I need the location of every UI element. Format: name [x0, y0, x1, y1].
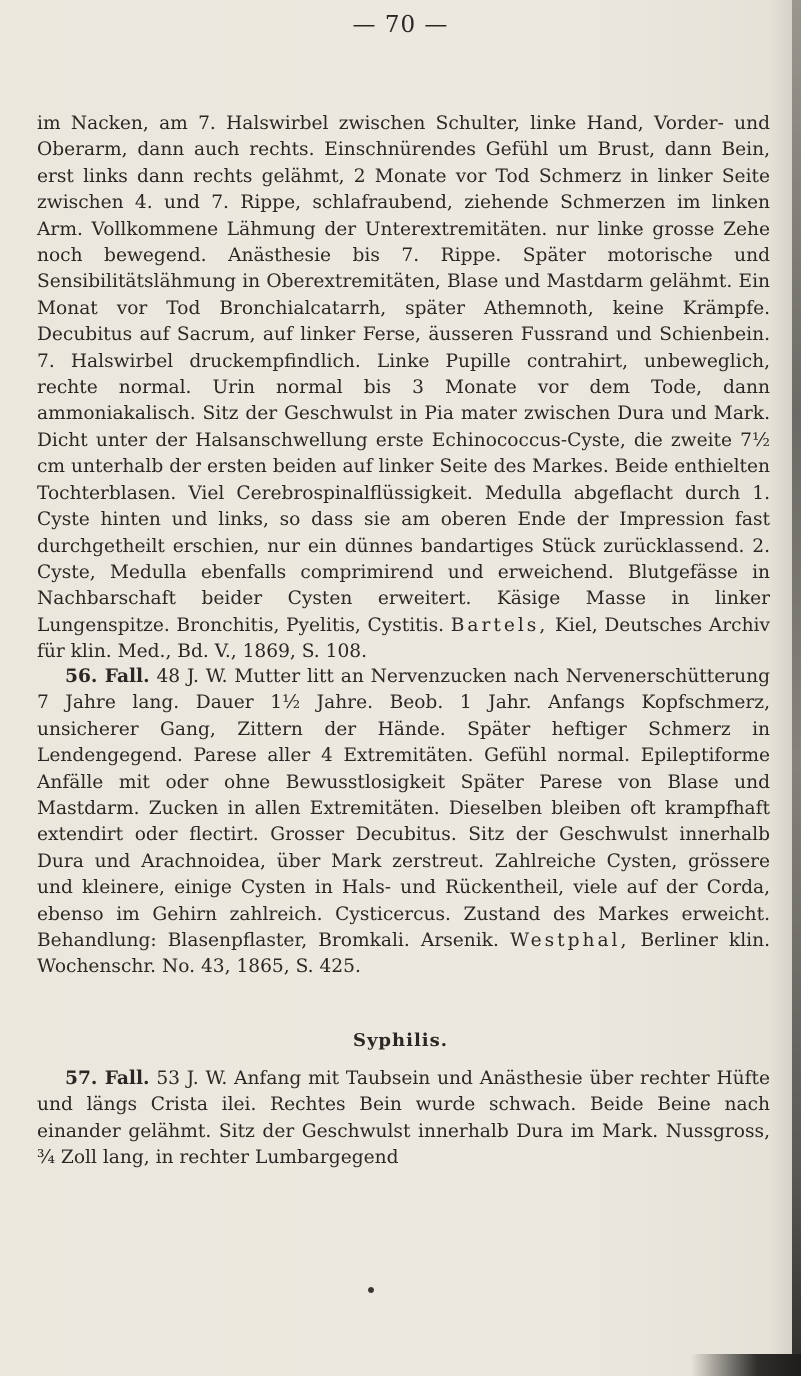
- section-heading: Syphilis.: [352, 1030, 449, 1051]
- reference-author: Westphal,: [509, 930, 630, 952]
- page-corner-shadow: [691, 1354, 801, 1376]
- paragraph-text: im Nacken, am 7. Halswirbel zwischen Schulter, linke Hand, Vorder- und Oberarm, dann auch rechts. Einschnürendes Gefühl um Brust, dann Bein, erst links dann rechts gelähmt, 2 Monate vor Tod Schmerz in linker Seite zwischen 4. und 7. Rippe, schlafraubend, ziehende Schmerzen im linken Arm. Vollkommene Lähmung der Unterextremitäten. nur linke grosse Zehe noch bewegend. Anästhesie bis 7. Rippe. Später motorische und Sensibilitätslähmung in Oberextremitäten, Blase und Mastdarm gelähmt. Ein Monat vor Tod Bronchialcatarrh, später Athemnoth, keine Krämpfe. Decubitus auf Sacrum, auf linker Ferse, äusseren Fussrand und Schienbein. 7. Halswirbel druckempfindlich. Linke Pupille contrahirt, unbeweglich, rechte normal. Urin normal bis 3 Monate vor dem Tode, dann ammoniakalisch. Sitz der Geschwulst in Pia mater zwischen Dura und Mark. Dicht unter der Halsanschwellung erste Echinococcus-Cyste, die zweite 7½ cm unterhalb der ersten beiden auf linker Seite des Markes. Beide enthielten Tochterblasen. Viel Cerebrospinalflüssigkeit. Medulla abgeflacht durch 1. Cyste hinten und links, so dass sie am oberen Ende der Impression fast durchgetheilt erschien, nur ein dünnes bandartiges Stück zurücklassend. 2. Cyste, Medulla ebenfalls comprimirend und erweichend. Blutgefässe in Nachbarschaft beider Cysten erweitert. Käsige Masse in linker Lungenspitze. Bronchitis, Pyelitis, Cystitis.: [37, 113, 770, 636]
- ink-speck: [368, 1287, 374, 1293]
- case-text: 53 J. W. Anfang mit Taubsein und Anästhesie über rechter Hüfte und längs Crista ilei. Rechtes Bein wurde schwach. Beide Beine nach einander gelähmt. Sitz der Geschwulst innerhalb Dura im Mark. Nussgross, ¾ Zoll lang, in rechter Lumbargegend: [37, 1068, 770, 1169]
- case-label: 57. Fall.: [65, 1068, 150, 1089]
- paragraph-case-continuation: [37, 111, 770, 666]
- paragraph-case-56: [37, 664, 770, 981]
- case-text: 48 J. W. Mutter litt an Nervenzucken nach Nervenerschütterung 7 Jahre lang. Dauer 1½ Jahre. Beob. 1 Jahr. Anfangs Kopfschmerz, unsicherer Gang, Zittern der Hände. Später heftiger Schmerz in Lendengegend. Parese aller 4 Extremitäten. Gefühl normal. Epileptiforme Anfälle mit oder ohne Bewusstlosigkeit Später Parese von Blase und Mastdarm. Zucken in allen Extremitäten. Dieselben bleiben oft krampfhaft extendirt oder flectirt. Grosser Decubitus. Sitz der Geschwulst innerhalb Dura und Arachnoidea, über Mark zerstreut. Zahlreiche Cysten, grössere und kleinere, einige Cysten in Hals- und Rückentheil, viele auf der Corda, ebenso im Gehirn zahlreich. Cysticercus. Zustand des Markes erweicht. Behandlung: Blasenpflaster, Bromkali. Arsenik.: [37, 666, 770, 952]
- page-number: — 70 —: [352, 12, 449, 38]
- reference-source: Kiel, Deutsches Archiv für klin. Med., Bd. V., 1869, S. 108.: [37, 614, 770, 663]
- reference-author: Bartels,: [450, 614, 549, 636]
- page-edge-shadow: [792, 0, 801, 1376]
- paragraph-case-57: [37, 1066, 770, 1172]
- case-label: 56. Fall.: [65, 666, 150, 687]
- reference-source: Berliner klin. Wochenschr. No. 43, 1865, S. 425.: [37, 930, 770, 978]
